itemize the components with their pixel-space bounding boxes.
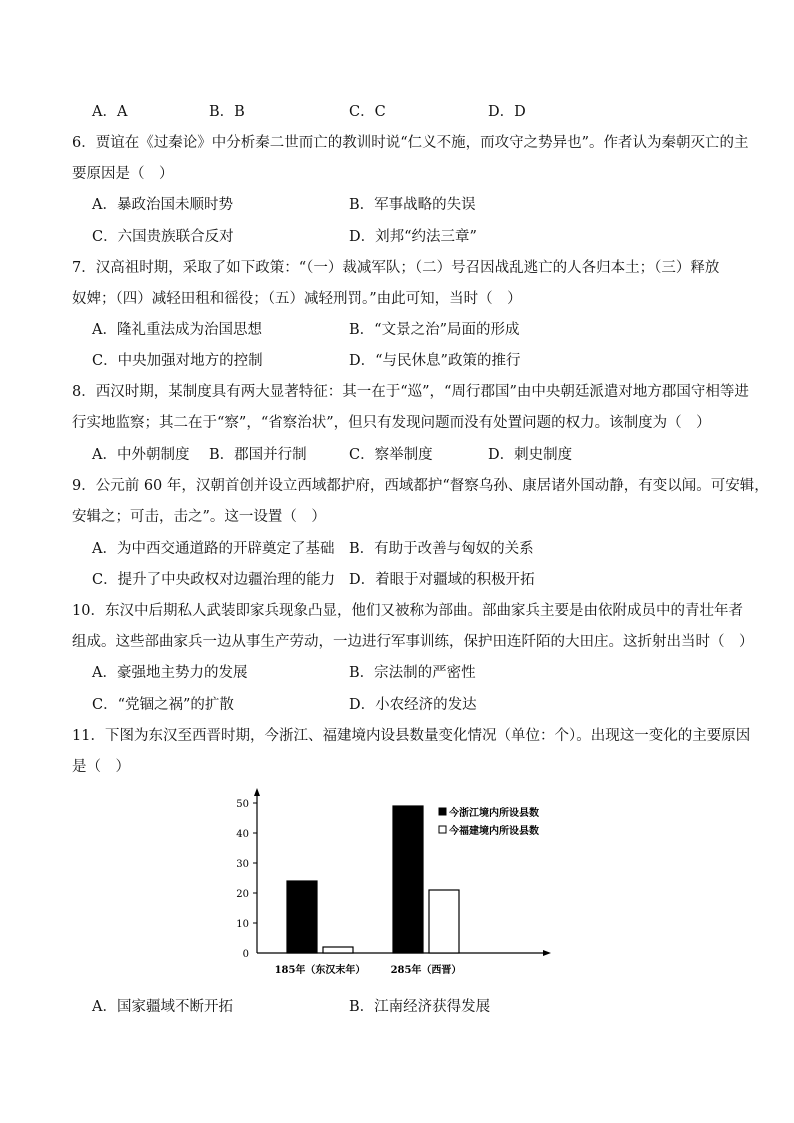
q11-stem-line-2: 是（ ） [72,759,130,775]
q6-option-c: C．六国贵族联合反对 [92,229,234,245]
q6-option-d: D．刘邦“约法三章” [349,229,477,245]
q7-option-c: C．中央加强对地方的控制 [92,353,263,369]
q5-option-a: A．A [92,104,128,120]
q9-stem-line-1: 9．公元前 60 年，汉朝首创并设立西域都护府，西域都护“督察乌孙、康居诸外国动静，有变以闻。可安辑， [72,478,769,494]
bar-zhejiang [393,806,423,953]
x-tick-label: 285年（西晋） [390,965,462,976]
q10-stem-line-1: 10．东汉中后期私人武装即家兵现象凸显，他们又被称为部曲。部曲家兵主要是由依附成员中的青壮年者 [72,603,743,619]
y-tick-label: 20 [236,889,249,900]
q6-stem-line-1: 6．贾谊在《过秦论》中分析秦二世而亡的教训时说“仁义不施，而攻守之势异也”。作者认为秦朝灭亡的主 [72,135,749,151]
legend-swatch [439,808,446,815]
q6-option-a: A．暴政治国未顺时势 [92,197,233,213]
q10-option-b: B．宗法制的严密性 [349,665,476,681]
q8-stem-line-2: 行实地监察；其二在于“察”，“省察治状”，但只有发现问题而没有处置问题的权力。该制度为（ ） [72,415,711,431]
q9-stem-line-2: 安辑之；可击，击之”。这一设置（ ） [72,509,326,525]
q9-option-c: C．提升了中央政权对边疆治理的能力 [92,572,336,588]
legend-swatch [439,826,446,833]
q7-option-b: B．“文景之治”局面的形成 [349,322,520,338]
x-axis-arrow [543,950,551,956]
q5-option-b: B．B [209,104,245,120]
y-tick-label: 30 [236,859,249,870]
q11-option-a: A．国家疆域不断开拓 [92,999,233,1015]
x-tick-label: 185年（东汉末年） [274,965,366,976]
bar-fujian [323,947,353,953]
y-tick-label: 40 [236,829,249,840]
y-tick-label: 0 [242,949,249,960]
legend-label: 今浙江境内所设县数 [449,808,539,819]
legend-label: 今福建境内所设县数 [449,826,539,837]
q9-option-a: A．为中西交通道路的开辟奠定了基础 [92,541,335,557]
q8-stem-line-1: 8．西汉时期，某制度具有两大显著特征：其一在于“巡”，“周行郡国”由中央朝廷派遣对地方郡国守相等进 [72,384,749,400]
q8-option-d: D．刺史制度 [488,447,573,463]
q10-option-d: D．小农经济的发达 [349,697,477,713]
y-tick-label: 10 [236,919,249,930]
q6-stem-line-2: 要原因是（ ） [72,166,174,182]
y-axis-arrow [254,788,260,796]
q5-option-d: D．D [488,104,526,120]
q8-option-c: C．察举制度 [349,447,433,463]
q8-option-a: A．中外朝制度 [92,447,190,463]
q7-stem-line-1: 7．汉高祖时期，采取了如下政策：“（一）裁减军队；（二）号召因战乱逃亡的人各归本土；（三）释放 [72,260,720,276]
q7-option-a: A．隆礼重法成为治国思想 [92,322,262,338]
bar-fujian [429,890,459,953]
q10-option-c: C．“党锢之祸”的扩散 [92,697,234,713]
q9-option-d: D．着眼于对疆域的积极开拓 [349,572,535,588]
q8-option-b: B．郡国并行制 [209,447,307,463]
county-count-bar-chart [225,788,565,988]
q9-option-b: B．有助于改善与匈奴的关系 [349,541,534,557]
q5-option-c: C．C [349,104,386,120]
q6-option-b: B．军事战略的失误 [349,197,476,213]
q10-option-a: A．豪强地主势力的发展 [92,665,248,681]
y-tick-label: 50 [236,799,249,810]
q7-option-d: D．“与民休息”政策的推行 [349,353,521,369]
q10-stem-line-2: 组成。这些部曲家兵一边从事生产劳动，一边进行军事训练，保护田连阡陌的大田庄。这折射出当时（ ） [72,634,754,650]
bar-zhejiang [287,881,317,953]
q11-option-b: B．江南经济获得发展 [349,999,491,1015]
q11-stem-line-1: 11．下图为东汉至西晋时期，今浙江、福建境内设县数量变化情况（单位：个）。出现这一变化的主要原因 [72,728,751,744]
q7-stem-line-2: 奴婢；（四）减轻田租和徭役；（五）减轻刑罚。”由此可知，当时（ ） [72,291,522,307]
